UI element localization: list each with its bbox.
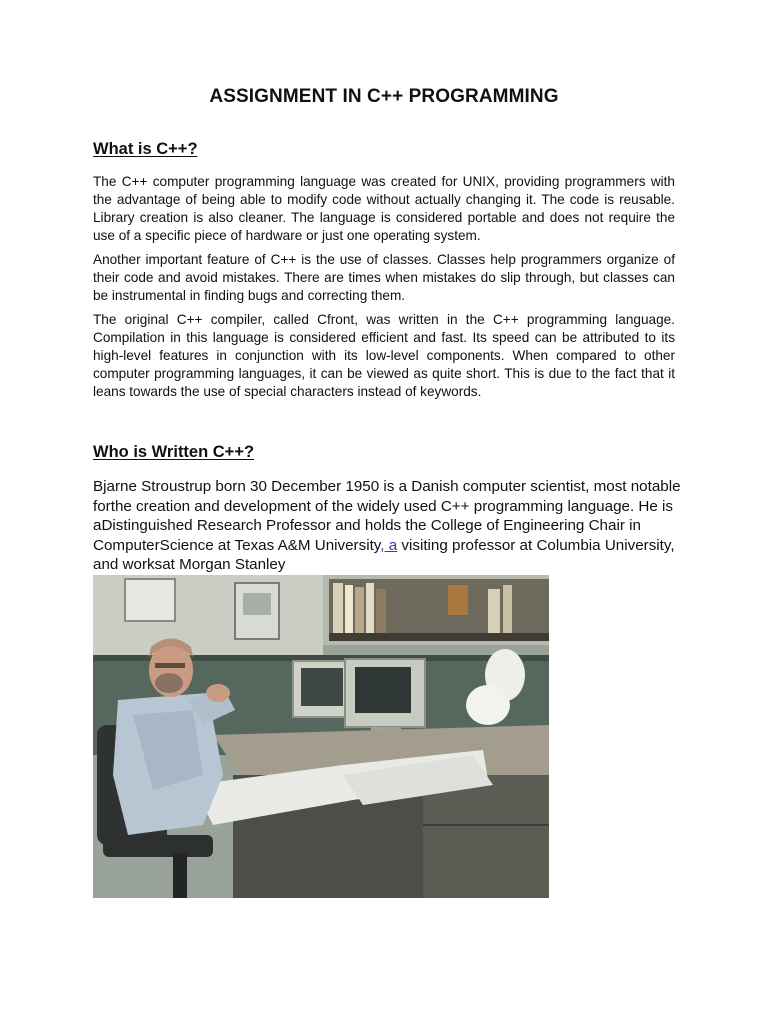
section-heading-what-is-cpp: What is C++? [93, 140, 198, 158]
bio-link[interactable]: , a [380, 536, 398, 554]
bio-text-part2: visiting professor at Columbia University, and worksat Morgan Stanley [93, 536, 675, 573]
paragraph-1: The C++ computer programming language was created for UNIX, providing programmers with the advantage of being able to modify code without actually changing it. The code is reusable. Library creation is also cleaner. The language is considered portable and does not require the use of a specific piece of hardware or just one operating system. [93, 174, 675, 243]
paragraph-3: The original C++ compiler, called Cfront, was written in the C++ programming language. Compilation in this language is considered efficient and fast. Its speed can be attributed to its high-level features in conjunction with its low-level components. When compared to other computer programming languages, it can be viewed as quite short. This is due to the fact that it leans towards the use of special characters instead of keywords. [93, 312, 675, 399]
office-photo-illustration [93, 575, 549, 898]
bio-paragraph [93, 477, 683, 575]
document-title: ASSIGNMENT IN C++ PROGRAMMING [209, 86, 559, 107]
section-heading-who-wrote-cpp: Who is Written C++? [93, 443, 255, 461]
stroustrup-photo [93, 575, 549, 898]
bio-text-part1: Bjarne Stroustrup born 30 December 1950 is a Danish computer scientist, most notable forthe creation and development of the widely used C++ programming language. He is aDistinguished Research Professor and holds the College of Engineering Chair in ComputerScience at Texas A&M University [93, 478, 681, 554]
paragraph-2: Another important feature of C++ is the use of classes. Classes help programmers organize of their code and avoid mistakes. There are times when mistakes do slip through, but classes can be instrumental in finding bugs and correcting them. [93, 252, 675, 303]
